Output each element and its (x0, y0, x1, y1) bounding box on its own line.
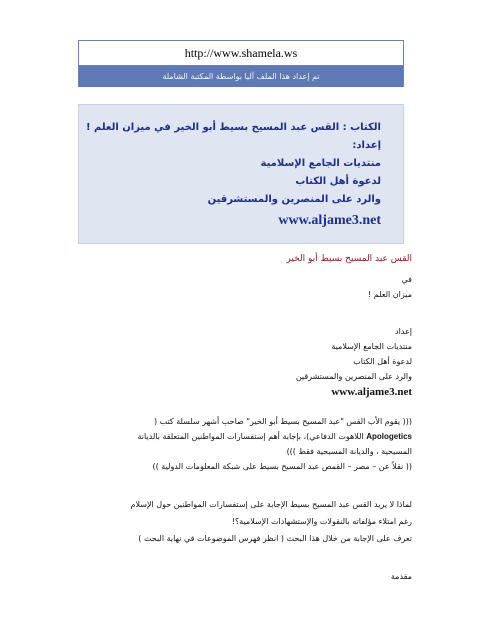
site-link[interactable]: www.aljame3.net (278, 213, 381, 228)
org-line-2: لدعوة أهل الكتاب (295, 176, 381, 187)
org-line-3: والرد على المنصرين والمستشرقين (207, 194, 381, 205)
quote-line-2-rest: اللاهوت الدفاعي)، بإجابة أهم إستفسارات المواطنين المتعلقة بالديانة (137, 432, 367, 441)
book-info-box (78, 104, 404, 244)
header-box (78, 40, 404, 87)
para-line-2: رغم امتلاء مؤلفاته بالنقولات والإستشهادات الإسلامية؟! (231, 517, 412, 526)
intro-heading: مقدمة (390, 572, 412, 581)
quote-line-4: (( نقلاً عن – مصر – القمص عبد المسيح بسيط على شبكة المعلومات الدولية )) (152, 462, 412, 471)
doc-org-3: والرد على المنصرين والمستشرقين (295, 372, 412, 381)
header-banner: تم إعداد هذا الملف آليا بواسطة المكتبة الشاملة (79, 66, 403, 87)
quote-line-1: ((( يقوم الأب القس "عبد المسيح بسيط أبو الخير" صاحب أشهر سلسلة كتب ( (153, 417, 412, 426)
para-line-3: تعرف على الإجابة من خلال هذا البحث ( انظر فهرس الموضوعات في نهاية البحث ) (138, 534, 412, 543)
document-body (62, 252, 412, 584)
doc-title: القس عبد المسيح بسيط أبو الخير (286, 254, 412, 264)
doc-fi: في (401, 275, 412, 284)
apologetics-term: Apologetics (366, 432, 412, 441)
para-line-1: لماذا لا يريد القس عبد المسيح بسيط الإجابة على إستفسارات المواطنين حول الإسلام (130, 500, 412, 509)
doc-mizan: ميزان العلم ! (368, 290, 412, 299)
doc-site-link[interactable]: www.aljame3.net (331, 386, 412, 398)
quote-line-3: المسيحية ، والديانة المسيحية فقط ))) (286, 447, 412, 456)
doc-org-2: لدعوة أهل الكتاب (353, 357, 412, 366)
doc-prep-label: إعداد (395, 327, 412, 336)
header-url[interactable]: http://www.shamela.ws (79, 41, 403, 66)
quote-line-2 (62, 429, 412, 444)
doc-org-1: منتديات الجامع الإسلامية (331, 342, 412, 351)
prepared-by-label: إعداد: (352, 140, 381, 151)
org-line-1: منتديات الجامع الإسلامية (260, 158, 381, 169)
book-title-line: الكتاب : القس عبد المسيح بسيط أبو الخير في ميزان العلم ! (85, 122, 381, 133)
